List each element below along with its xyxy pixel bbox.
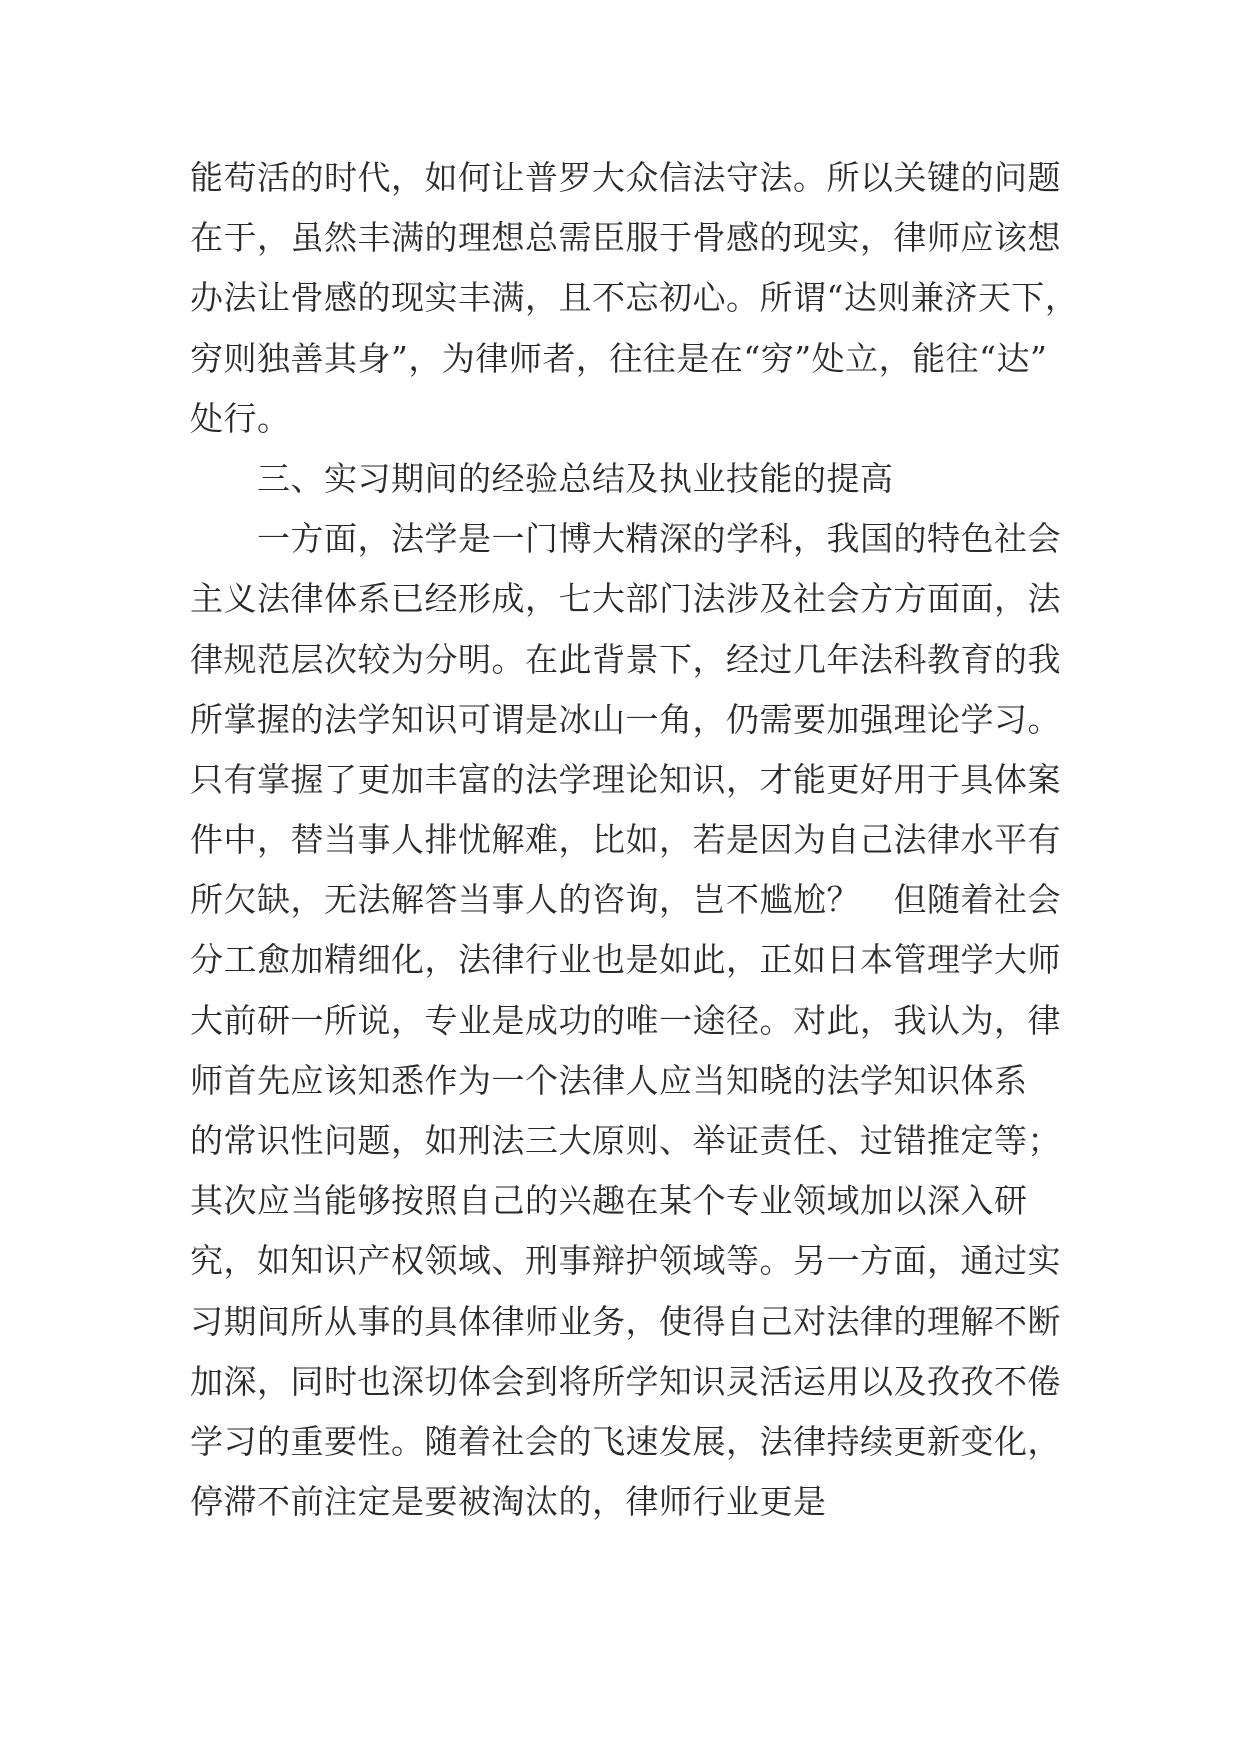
text-line: 穷则独善其身”，为律师者，往往是在“穷”处立，能往“达” [190, 338, 1048, 378]
text-line: 件中，替当事人排忧解难，比如，若是因为自己法律水平有 [190, 820, 1061, 860]
text-line: 究，如知识产权领域、刑事辩护领域等。另一方面，通过实 [190, 1241, 1061, 1281]
text-line: 处行。 [190, 398, 291, 438]
text-line: 在于，虽然丰满的理想总需臣服于骨感的现实，律师应该想 [190, 218, 1061, 258]
text-line: 停滞不前注定是要被淘汰的，律师行业更是 [190, 1482, 827, 1522]
text-line: 办法让骨感的现实丰满，且不忘初心。所谓“达则兼济天下， [190, 278, 1079, 318]
document-body [190, 158, 1079, 1542]
text-line: 其次应当能够按照自己的兴趣在某个专业领域加以深入研 [190, 1181, 1028, 1221]
text-line: 的常识性问题，如刑法三大原则、举证责任、过错推定等； [190, 1121, 1061, 1160]
text-line: 习期间所从事的具体律师业务，使得自己对法律的理解不断 [190, 1301, 1061, 1341]
text-line: 律规范层次较为分明。在此背景下，经过几年法科教育的我 [190, 639, 1061, 679]
text-line: 所欠缺，无法解答当事人的咨询，岂不尴尬？ 但随着社会 [190, 880, 1061, 920]
text-line: 只有掌握了更加丰富的法学理论知识，才能更好用于具体案 [190, 759, 1061, 799]
text-line: 能苟活的时代，如何让普罗大众信法守法。所以关键的问题 [190, 158, 1061, 197]
text-line: 所掌握的法学知识可谓是冰山一角，仍需要加强理论学习。 [190, 699, 1061, 739]
text-line: 分工愈加精细化，法律行业也是如此，正如日本管理学大师 [190, 940, 1061, 980]
text-line: 一方面，法学是一门博大精深的学科，我国的特色社会 [190, 519, 1061, 559]
text-line: 加深，同时也深切体会到将所学知识灵活运用以及孜孜不倦 [190, 1361, 1061, 1401]
text-line: 主义法律体系已经形成，七大部门法涉及社会方方面面，法 [190, 579, 1061, 619]
text-line: 师首先应该知悉作为一个法律人应当知晓的法学知识体系 [190, 1060, 1028, 1100]
section-heading: 三、实习期间的经验总结及执业技能的提高 [190, 458, 894, 498]
text-line: 大前研一所说，专业是成功的唯一途径。对此，我认为，律 [190, 1000, 1061, 1040]
text-line: 学习的重要性。随着社会的飞速发展，法律持续更新变化， [190, 1421, 1061, 1461]
